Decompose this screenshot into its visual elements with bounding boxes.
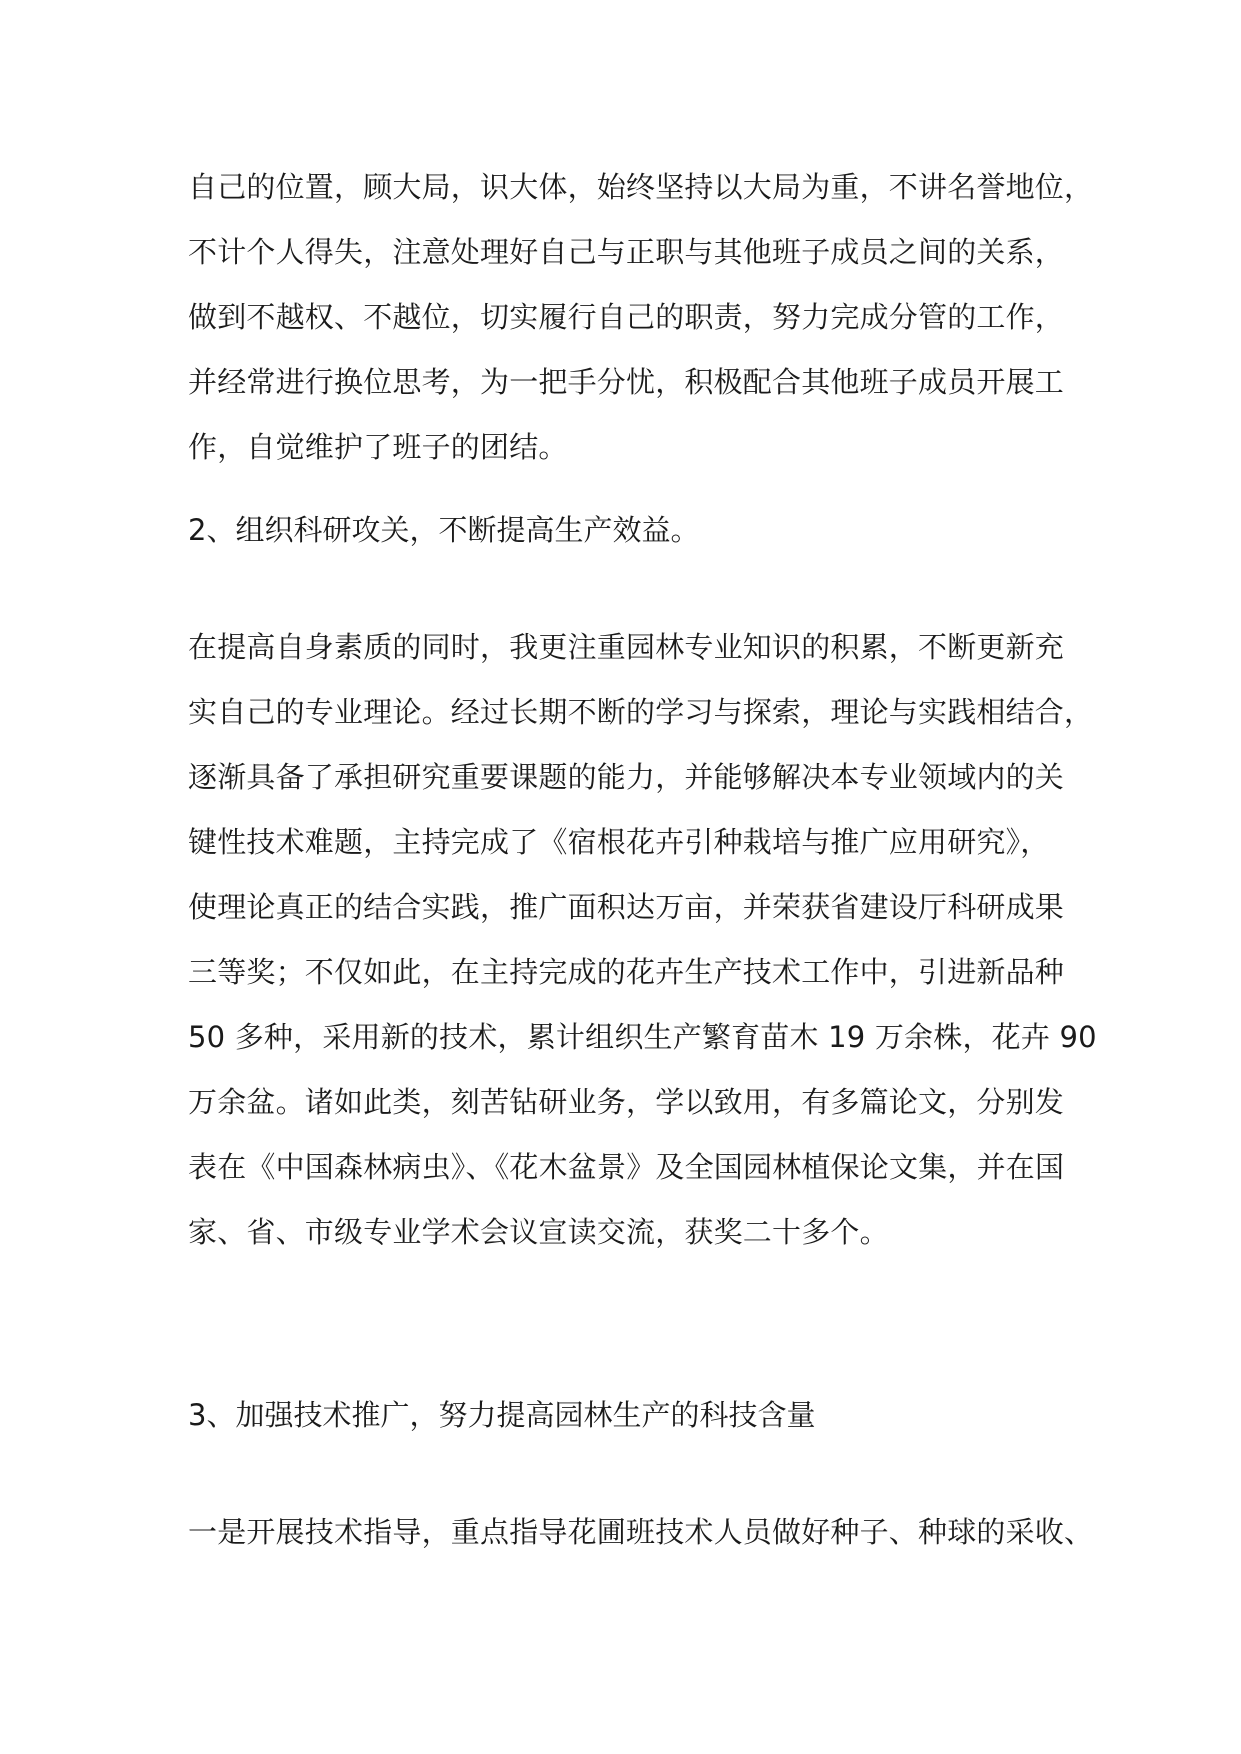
- text-line: 自己的位置，顾大局，识大体，始终坚持以大局为重，不讲名誉地位，: [188, 170, 1094, 204]
- text-line: 使理论真正的结合实践，推广面积达万亩，并荣获省建设厅科研成果: [188, 890, 1065, 924]
- section-heading-promotion: 3、加强技术推广，努力提高园林生产的科技含量: [188, 1398, 816, 1432]
- text-line: 三等奖；不仅如此，在主持完成的花卉生产技术工作中，引进新品种: [188, 955, 1065, 989]
- text-line: 万余盆。诸如此类，刻苦钻研业务，学以致用，有多篇论文，分别发: [188, 1085, 1065, 1119]
- section-heading-research: 2、组织科研攻关，不断提高生产效益。: [188, 513, 700, 547]
- text-line: 做到不越权、不越位，切实履行自己的职责，努力完成分管的工作，: [188, 300, 1065, 334]
- text-line: 不计个人得失，注意处理好自己与正职与其他班子成员之间的关系，: [188, 235, 1065, 269]
- text-line: 一是开展技术指导，重点指导花圃班技术人员做好种子、种球的采收、: [188, 1515, 1094, 1549]
- text-line: 并经常进行换位思考，为一把手分忧，积极配合其他班子成员开展工: [188, 365, 1065, 399]
- text-line: 在提高自身素质的同时，我更注重园林专业知识的积累，不断更新充: [188, 630, 1065, 664]
- text-line: 表在《中国森林病虫》、《花木盆景》及全国园林植保论文集，并在国: [188, 1150, 1065, 1184]
- text-line: 实自己的专业理论。经过长期不断的学习与探索，理论与实践相结合，: [188, 695, 1094, 729]
- text-line: 家、省、市级专业学术会议宣读交流，获奖二十多个。: [188, 1215, 889, 1249]
- text-line: 逐渐具备了承担研究重要课题的能力，并能够解决本专业领域内的关: [188, 760, 1065, 794]
- text-line: 键性技术难题，主持完成了《宿根花卉引种栽培与推广应用研究》，: [188, 825, 1050, 859]
- paragraph-teamwork: [188, 155, 1094, 480]
- paragraph-research: [188, 615, 1097, 1265]
- paragraph-promotion: [188, 1500, 1094, 1565]
- text-line: 作，自觉维护了班子的团结。: [188, 430, 568, 464]
- text-line: 50 多种，采用新的技术，累计组织生产繁育苗木 19 万余株，花卉 90: [188, 1020, 1097, 1054]
